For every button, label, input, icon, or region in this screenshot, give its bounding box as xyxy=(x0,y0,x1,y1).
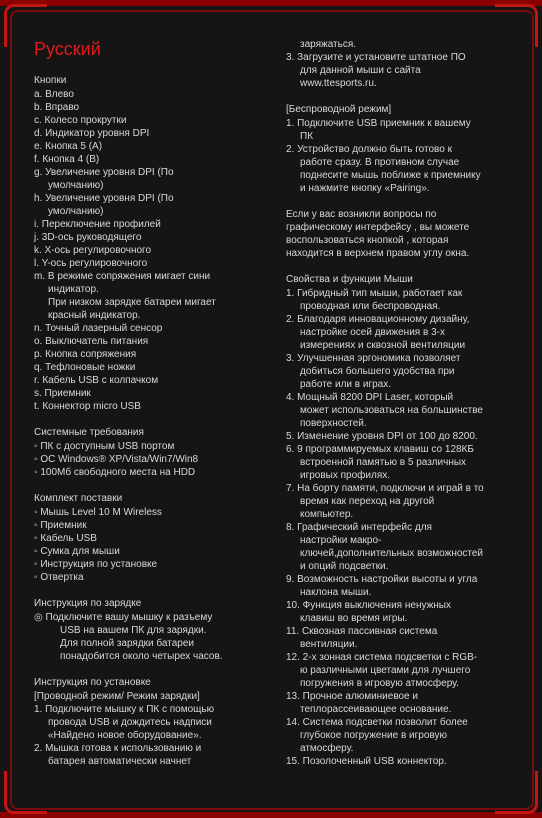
features-line: время как переход на другой xyxy=(300,496,435,507)
charging-heading: Инструкция по зарядке xyxy=(34,598,142,609)
questions-line: воспользоваться кнопкой , которая xyxy=(286,235,449,246)
features-line: 13. Прочное алюминиевое и xyxy=(286,691,419,702)
features-line: встроенной памятью в 5 различных xyxy=(300,457,467,468)
charging-line: Для полной зарядки батареи xyxy=(60,638,195,649)
install-line: заряжаться. xyxy=(300,39,357,50)
install-line: батарея автоматически начнет xyxy=(48,756,192,767)
wireless-heading: [Беспроводной режим] xyxy=(286,104,392,115)
features-line: может использоваться на большинстве xyxy=(300,405,483,416)
buttons-item: h. Увеличение уровня DPI (По xyxy=(34,193,174,204)
system-item: ◦ 100Мб свободного места на HDD xyxy=(34,466,270,479)
questions-line: находится в верхнем правом углу окна. xyxy=(286,248,470,259)
left-column xyxy=(34,38,270,781)
system-item: ◦ ПК с доступным USB портом xyxy=(34,440,270,453)
features-line: 3. Улучшенная эргономика позволяет xyxy=(286,353,461,364)
system-requirements-section xyxy=(34,426,270,479)
buttons-item: n. Точный лазерный сенсор xyxy=(34,323,163,334)
features-line: 11. Сквозная пассивная система xyxy=(286,626,438,637)
wireless-line: 2. Устройство должно быть готово к xyxy=(286,144,452,155)
buttons-item: красный индикатор. xyxy=(48,310,141,321)
buttons-item: b. Вправо xyxy=(34,102,80,113)
features-line: компьютер. xyxy=(300,509,354,520)
features-line: 7. На борту памяти, подключи и играй в то xyxy=(286,483,484,494)
package-item: ◦ Мышь Level 10 M Wireless xyxy=(34,506,270,519)
buttons-section xyxy=(34,74,270,413)
buttons-item: a. Влево xyxy=(34,89,74,100)
top-red-bar xyxy=(0,0,542,6)
buttons-item: l. Y-ось регулировочного xyxy=(34,258,148,269)
buttons-item: g. Увеличение уровня DPI (По xyxy=(34,167,174,178)
questions-line: Если у вас возникли вопросы по xyxy=(286,209,437,220)
charging-line: USB на вашем ПК для зарядки. xyxy=(60,625,207,636)
charging-section xyxy=(34,597,270,663)
install-line: www.ttesports.ru. xyxy=(300,78,377,89)
install-line: 1. Подключите мышку к ПК с помощью xyxy=(34,704,215,715)
install-continued-section xyxy=(286,38,518,90)
features-line: проводная или беспроводная. xyxy=(300,301,441,312)
features-line: 2. Благодаря инновационному дизайну, xyxy=(286,314,470,325)
features-line: игровых профилях. xyxy=(300,470,391,481)
features-section xyxy=(286,273,518,768)
buttons-item: e. Кнопка 5 (А) xyxy=(34,141,103,152)
buttons-item: При низком зарядке батареи мигает xyxy=(48,297,216,308)
features-line: работе или в играх. xyxy=(300,379,392,390)
buttons-item: d. Индикатор уровня DPI xyxy=(34,128,150,139)
features-line: 5. Изменение уровня DPI от 100 до 8200. xyxy=(286,431,478,442)
wireless-line: поднесите мышь поближе к приемнику xyxy=(300,170,481,181)
features-heading: Свойства и функции Мыши xyxy=(286,274,413,285)
package-item: ◦ Инструкция по установке xyxy=(34,558,270,571)
buttons-item: i. Переключение профилей xyxy=(34,219,161,230)
buttons-item: s. Приемник xyxy=(34,388,91,399)
features-line: 12. 2-х зонная система подсветки с RGB- xyxy=(286,652,478,663)
features-line: вентиляции. xyxy=(300,639,358,650)
package-item: ◦ Отвертка xyxy=(34,571,270,584)
features-line: 4. Мощный 8200 DPI Laser, который xyxy=(286,392,454,403)
features-line: настройке осей движения в 3-х xyxy=(300,327,445,338)
package-item: ◦ Сумка для мыши xyxy=(34,545,270,558)
buttons-item: o. Выключатель питания xyxy=(34,336,149,347)
install-subheading: [Проводной режим/ Режим зарядки] xyxy=(34,691,200,702)
features-line: глубокое погружение в игровую xyxy=(300,730,447,741)
install-line: 2. Мышка готова к использованию и xyxy=(34,743,202,754)
buttons-item: c. Колесо прокрутки xyxy=(34,115,127,126)
buttons-item: умолчанию) xyxy=(48,206,104,217)
features-line: 1. Гибридный тип мыши, работает как xyxy=(286,288,463,299)
package-section xyxy=(34,492,270,584)
features-line: клавиш во время игры. xyxy=(300,613,408,624)
wireless-line: 1. Подключите USB приемник к вашему xyxy=(286,118,471,129)
system-heading: Системные требования xyxy=(34,427,144,438)
system-item: ◦ ОС Windows® XP/Vista/Win7/Win8 xyxy=(34,453,270,466)
buttons-item: q. Тефлоновые ножки xyxy=(34,362,136,373)
features-line: 9. Возможность настройки высоты и угла xyxy=(286,574,478,585)
features-line: погружения в игровую атмосферу. xyxy=(300,678,459,689)
install-line: провода USB и дождитесь надписи xyxy=(48,717,212,728)
install-line: 3. Загрузите и установите штатное ПО xyxy=(286,52,466,63)
buttons-item: j. 3D-ось руководящего xyxy=(34,232,142,243)
install-heading: Инструкция по установке xyxy=(34,677,151,688)
features-line: измерениях и сквозной вентиляции xyxy=(300,340,466,351)
features-line: теплорассеивающее основание. xyxy=(300,704,452,715)
features-line: атмосферу. xyxy=(300,743,354,754)
features-line: 10. Функция выключения ненужных xyxy=(286,600,451,611)
wireless-line: работе сразу. В противном случае xyxy=(300,157,460,168)
features-line: настройки макро- xyxy=(300,535,382,546)
features-line: поверхностей. xyxy=(300,418,367,429)
charging-line: понадобится около четырех часов. xyxy=(60,651,223,662)
questions-section xyxy=(286,208,518,260)
charging-line: ◎ Подключите вашу мышку к разъему xyxy=(34,612,213,623)
page-title: Русский xyxy=(34,39,101,59)
wireless-line: и нажмите кнопку «Pairing». xyxy=(300,183,430,194)
buttons-item: f. Кнопка 4 (В) xyxy=(34,154,100,165)
buttons-item: m. В режиме сопряжения мигает сини xyxy=(34,271,211,282)
buttons-item: умолчанию) xyxy=(48,180,104,191)
features-line: 8. Графический интерфейс для xyxy=(286,522,432,533)
features-line: наклона мыши. xyxy=(300,587,372,598)
buttons-item: индикатор. xyxy=(48,284,99,295)
package-item: ◦ Кабель USB xyxy=(34,532,270,545)
buttons-heading: Кнопки xyxy=(34,75,67,86)
package-heading: Комплект поставки xyxy=(34,493,123,504)
buttons-item: k. Х-ось регулировочного xyxy=(34,245,152,256)
buttons-item: p. Кнопка сопряжения xyxy=(34,349,137,360)
features-line: 14. Система подсветки позволит более xyxy=(286,717,468,728)
features-line: ключей,дополнительных возможностей xyxy=(300,548,484,559)
right-column xyxy=(286,38,518,781)
install-line: «Найдено новое оборудование». xyxy=(48,730,202,741)
package-item: ◦ Приемник xyxy=(34,519,270,532)
wireless-section xyxy=(286,103,518,195)
features-line: ю различными цветами для лучшего xyxy=(300,665,471,676)
buttons-item: t. Коннектор micro USB xyxy=(34,401,141,412)
wireless-line: ПК xyxy=(300,131,314,142)
features-line: и опций подсветки. xyxy=(300,561,389,572)
install-section xyxy=(34,676,270,768)
bottom-red-bar xyxy=(0,812,542,818)
features-line: 6. 9 программируемых клавиш со 128КБ xyxy=(286,444,474,455)
features-line: 15. Позолоченный USB коннектор. xyxy=(286,756,447,767)
install-line: для данной мыши с сайта xyxy=(300,65,421,76)
features-line: добиться большего удобства при xyxy=(300,366,455,377)
buttons-item: r. Кабель USB с колпачком xyxy=(34,375,159,386)
questions-line: графическому интерфейсу , вы можете xyxy=(286,222,470,233)
